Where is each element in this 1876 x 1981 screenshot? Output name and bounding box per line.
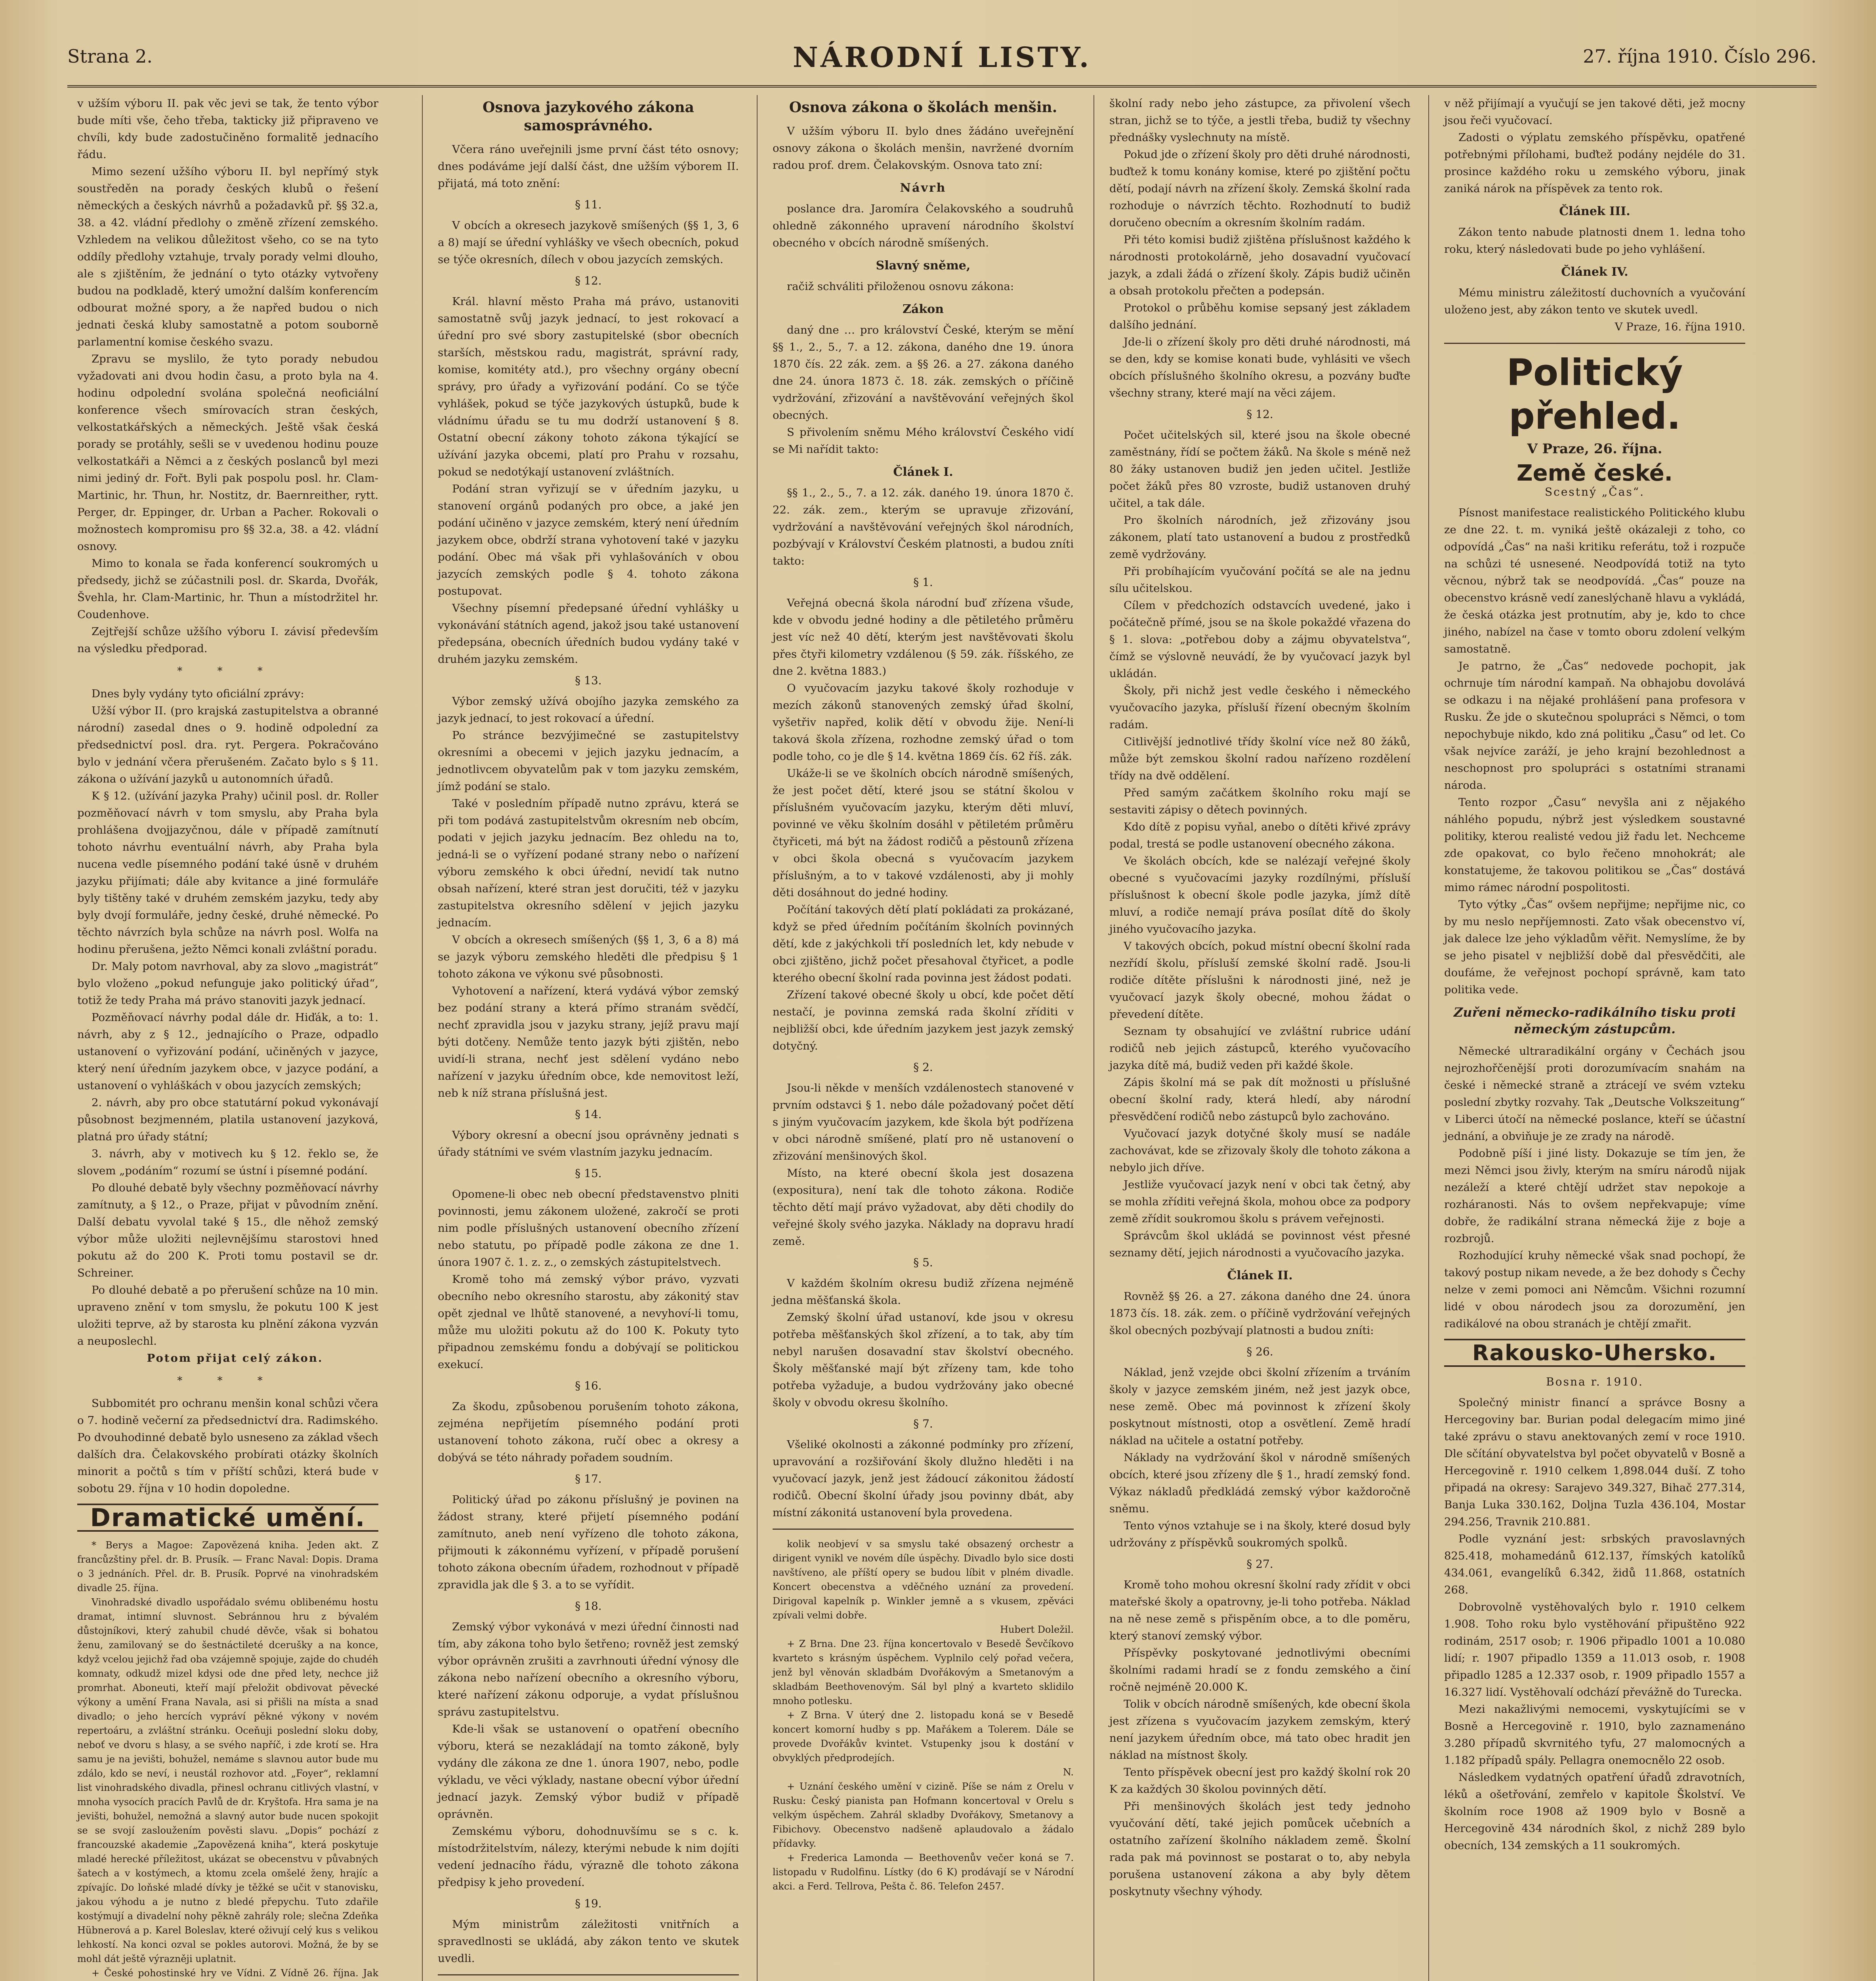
article-paragraph: Mimo sezení užšího výboru II. byl nepřímý styk soustředěn na porady českých klubů o řešení německých a českých návrhů a požadavků př. §§ 32.a, 38. a 42. vládní předlohy o změně zřízení zemského. Vzhledem na velikou důležitost všeho, co se na tyto oddíly předlohy vztahuje, trvaly porady velmi dlouho, ale s zjištěním, že jednání o tyto otázky vytvořeny budou na podkladě, který umožní dalším konferencím odbourat možné spory, a že napřed budou o nich jednati česká kluby samostatně a potom souborně parlamentní komise českého svazu. xyxy=(77,165,378,348)
article-paragraph: 3. návrh, aby v motivech ku § 12. řeklo se, že slovem „podáním“ rozumí se ústní i písemné podání. xyxy=(77,1147,378,1177)
section-number: § 16. xyxy=(575,1379,602,1392)
article-paragraph: kolik neobjeví v sa smyslu také obsazený orchestr a dirigent vynikl ve novém díle úspěchy. Divadlo bylo sice dosti navštíveno, ale příští opery se budou líbit v plném divadle. Koncert obecenstva a vděčného uznání za provedení. Dirigoval kapelník p. Winkler jemně a s vkusem, zpěváci zpívali velmi dobře. xyxy=(773,1538,1074,1621)
article-paragraph: Pro školních národních, jež zřizovány jsou zákonem, platí tato ustanovení a budou z prostředků země vydržovány. xyxy=(1109,514,1410,561)
article-paragraph: Rovněž §§ 26. a 27. zákona daného dne 24. února 1873 čís. 18. zák. zem. o příčině vydržování veřejných škol obecných pozbývají platnosti a budou zníti: xyxy=(1109,1290,1410,1337)
article-paragraph: Následkem vydatných opatření úřadů zdravotních, léků a ošetřování, zemřelo v kapitole Školství. Ve školním roce 1908 až 1909 bylo v Bosně a Hercegovině 434 národních škol, z nichž 289 bylo obecních, 134 zemských a 11 soukromých. xyxy=(1444,1771,1745,1852)
article-paragraph: Veřejná obecná škola národní buď zřízena všude, kde v obvodu jedné hodiny a dle pětiletého průměru jest víc než 40 dětí, kterým jest navštěvovati školu přes čtyři kilometry vzdálenou (§ 59. zák. říšského, ze dne 2. května 1883.) xyxy=(773,597,1074,678)
column-4 xyxy=(1109,95,1410,1900)
article-paragraph: Seznam ty obsahující ve zvláštní rubrice udání rodičů neb jejich zástupců, kterého vyučovacího jazyka dítě má, budiž veden při každé škole. xyxy=(1109,1025,1410,1072)
article-paragraph: Po dlouhé debatě byly všechny pozměňovací návrhy zamítnuty, a § 12., o Praze, přijat v původním znění. Další debatu vyvolal také § 15., dle něhož zemský výbor může uložiti nejlevnějšímu starostovi hned pokutu až do 200 K. Proti tomu postavil se dr. Schreiner. xyxy=(77,1181,378,1279)
subheading: Zákon xyxy=(903,302,944,316)
article-paragraph: Písnost manifestace realistického Politického klubu ze dne 22. t. m. vyniká ještě okázaleji z toho, co odpovídá „Čas“ na naši kritiku referátu, tož i rozpuče na schůzi té usnesené. Neodpovídá totiž na tyto věcnou, nýbrž tak se neodpovídá. „Čas“ pouze na obecenstvo krásně vedí zaneslýchaně hlavu a vykládá, že česká otázka jest protnutím, aby je, kdo to chce jiného, nabízel na čase v tomto oboru zdolení velkým samostatně. xyxy=(1444,506,1745,655)
article-paragraph: Školy, při nichž jest vedle českého i německého vyučovacího jazyka, přísluší řízení obecným školním radám. xyxy=(1109,684,1410,731)
article-clause: Článek III. xyxy=(1559,204,1630,218)
section-number: § 15. xyxy=(575,1167,602,1180)
section-number: § 18. xyxy=(575,1599,602,1613)
article-paragraph: daný dne … pro království České, kterým se mění §§ 1., 2., 5., 7. a 12. zákona, daného dne 19. února 1870 čís. 22 zák. zem. a §§ 26. a 27. zákona daného dne 24. února 1873 č. 18. zák. zemských o příčině vydržování, zřizování a navštěvování veřejných škol obecných. xyxy=(773,324,1074,422)
article-paragraph: Zápis školní má se pak dít možnosti u příslušné obecní školní rady, která hledí, aby národní přesvědčení rodičů nebo zástupců bylo zachováno. xyxy=(1109,1076,1410,1123)
article-paragraph: Počet učitelských sil, které jsou na škole obecné zaměstnány, řídí se počtem žáků. Na škole s méně než 80 žáky ustanoven budiž jen jeden učitel. Jestliže počet žáků přes 80 vzroste, budiž ustanoven druhý učitel, a tak dále. xyxy=(1109,429,1410,510)
article-paragraph: Všechny písemní předepsané úřední vyhlášky u vykonávání státních agend, jakož jsou také ustanovení předepsána, obecních úředních budou vydány také v druhém jazyku zemském. xyxy=(438,602,739,666)
article-paragraph: Ve školách obcích, kde se nalézají veřejné školy obecné s vyučovacími jazyky rozdílnými, přísluší příslušnost k obecní škole podle jazyka, jímž dítě mluví, a rodiče nemají práva posílat dítě do školy jiného vyučovacího jazyka. xyxy=(1109,855,1410,935)
article-clause: Článek IV. xyxy=(1561,265,1628,279)
article-paragraph: Potom přijat celý zákon. xyxy=(147,1352,323,1365)
section-number: § 5. xyxy=(913,1256,933,1269)
article-paragraph: poslance dra. Jaromíra Čelakovského a soudruhů ohledně zákonného upravení národního školství obecného v obcích národně smíšených. xyxy=(773,202,1074,249)
article-paragraph: Kromě toho má zemský výbor právo, vyzvati obecního nebo okresního starostu, aby zákonitý stav opět zjednal ve lhůtě stanovené, a nevyhoví-li tomu, může mu uložiti pokutu až do 100 K. Pokuty tyto připadnou zemskému fondu a dobývají se politickou exekucí. xyxy=(438,1273,739,1371)
article-paragraph: §§ 1., 2., 5., 7. a 12. zák. daného 19. února 1870 č. 22. zák. zem., kterým se upravuje zřizování, vydržování a navštěvování veřejných škol národních, pozbývají v Království Českém platnosti, a budou zníti takto: xyxy=(773,487,1074,567)
article-paragraph: Citlivější jednotlivé třídy školní více než 80 žáků, může být zemskou školní radou nařízeno rozdělení třídy na dvě oddělení. xyxy=(1109,735,1410,782)
article-paragraph: Jde-li o zřízení školy pro děti druhé národnosti, má se den, kdy se komise konati bude, vyhlásiti ve všech obcích příslušného školního okresu, a pozvány buďte všechny strany, které mají na věci zájem. xyxy=(1109,336,1410,399)
article-paragraph: Podání stran vyřizují se v úředním jazyku, u stanovení orgánů podaných pro obce, a jaké jen podání učiněno v jazyce zemském, který není úředním jazykem obce, obdrží strana vyhotovení také v jazyku podání. Obec má však při vyhlašováních v obou jazycích zemských podle § 4. tohoto zákona postupovat. xyxy=(438,483,739,597)
article-heading: Osnova zákona o školách menšin. xyxy=(789,99,1057,116)
column-1 xyxy=(77,95,378,1981)
article-heading: Osnova jazykového zákona samosprávného. xyxy=(482,99,695,134)
section-separator: * * * xyxy=(177,1375,279,1387)
article-paragraph: + Z Brna. Dne 23. října koncertovalo v Besedě Ševčíkovo kvarteto s krásným úspěchem. Vyplnilo celý pořad večera, jenž byl věnován skladbám Dvořákovým a Smetanovým a skladbám Beethovenovým. Sál byl plný a kvarteto sklidilo mnoho potlesku. xyxy=(773,1638,1074,1706)
section-number: § 27. xyxy=(1246,1557,1273,1571)
article-paragraph: Německé ultraradikální orgány v Čechách jsou nejrozhořčenější proti dorozumívacím snahám na české i německé straně a ztrácejí ve svém vzteku poslední zbytky rozvahy. Tak „Deutsche Volkszeitung“ v Liberci útočí na německé poslance, kteří se účastní jednání, a obviňuje je ze zrady na národě. xyxy=(1444,1045,1745,1143)
article-paragraph: Za škodu, způsobenou porušením tohoto zákona, zejména nepřijetím písemného podání proti ustanovení tohoto zákona, ručí obec a okresy a dobývá se této náhrady pořadem soudním. xyxy=(438,1400,739,1464)
article-paragraph: Vyhotovení a nařízení, která vydává výbor zemský bez podání strany a která přímo stranám svědčí, nechť zpravidla jsou v jazyku strany, jejíž pravu mají býti dotčeny. Nemůže tento jazyk býti zjištěn, nebo uvidí-li strana, nechť jest sdělení vydáno nebo nařízení v jazyku úředním obce, kde nemovitost leží, neb k níž strana příslušná jest. xyxy=(438,985,739,1099)
article-paragraph: Při této komisi budiž zjištěna příslušnost každého k národnosti protokolárně, jeho dosavadní vyučovací jazyk, a zdali žádá o zřízení školy. Zápis budiž učiněn a obsah protokolu přečten a podepsán. xyxy=(1109,233,1410,297)
culture-notes xyxy=(773,1537,1074,1893)
article-paragraph: Je patrno, že „Čas“ nedovede pochopit, jak ochrnuje tím národní kampaň. Na obhajobu dovolává se odkazu i na nějaké prohlášení pana profesora v Rusku. Že jde o skutečnou spolupráci s Němci, o tom nepochybuje nikdo, kdo zná politiku „Času“ od let. Co však nejvíce zaráží, je jeho krajní bezohlednost a neschopnost pro spolupráci s ostatními stranami národa. xyxy=(1444,660,1745,792)
article-paragraph: V obcích a okresech smíšených (§§ 1, 3, 6 a 8) má se jazyk výboru zemského hleděti dle předpisu § 1 tohoto zákona ve výkonu své působnosti. xyxy=(438,933,739,980)
article-paragraph: Pozměňovací návrhy podal dále dr. Hiďák, a to: 1. návrh, aby z § 12., jednajícího o Praze, odpadlo ustanovení o vyřizování podání, učiněných v jazyce, který není úředním jazykem obce, v jazyce podání, a ustanovení o vyhláškách v obou jazycích zemských; xyxy=(77,1011,378,1092)
column-5 xyxy=(1444,95,1745,1854)
section-title-politics: Politický přehled. xyxy=(1506,351,1683,437)
article-paragraph: Rozhodující kruhy německé však snad pochopí, že takový postup nikam nevede, a že bez dohody s Čechy nelze v zemi pomoci ani Němcům. Všichni rozumní lidé v obou národech jsou za dorozumění, jen radikálové na obou stranách je chtějí zmařit. xyxy=(1444,1249,1745,1330)
article-paragraph: Náklad, jenž vzejde obci školní zřízením a trváním školy v jazyce zemském jiném, než jest jazyk obce, nese země. Obec má povinnost k zřízení školy poskytnout místnosti, otop a osvětlení. Země hradí náklad na učitele a ostatní potřeby. xyxy=(1109,1366,1410,1447)
article-paragraph: V každém školním okresu budiž zřízena nejméně jedna měšťanská škola. xyxy=(773,1277,1074,1307)
article-title: Scestný „Čas“. xyxy=(1544,485,1645,498)
dateline: V Praze, 26. října. xyxy=(1527,441,1662,457)
section-number: § 13. xyxy=(575,674,602,687)
article-paragraph: S přivolením sněmu Mého království Českého vidí se Mi nařídit takto: xyxy=(773,426,1074,456)
article-paragraph: K § 12. (užívání jazyka Prahy) učinil posl. dr. Roller pozměňovací návrh v tom smyslu, aby Praha byla prohlášena dvojjazyčnou, dále v případě zamítnutí tohoto návrhu eventuální návrh, aby Praha byla nucena vedle písemného podání také úsně v druhém jazyku přijímati; dále aby kvitance a jiné formuláře byly tištěny také v druhém zemském jazyku, tedy aby byly dvojí formuláře, jedny české, druhé německé. Po těchto návrzích byla schůze na návrh posl. Wolfa na hodinu přerušena, ježto Němci konali zvláštní poradu. xyxy=(77,790,378,956)
section-number: § 19. xyxy=(575,1897,602,1910)
article-paragraph: Podobně píší i jiné listy. Dokazuje se tím jen, že mezi Němci jsou živly, kterým na smíru národů nijak nezáleží a které chtějí udržet stav nepokoje a rozháranosti. Nás to ovšem nepřekvapuje; víme dobře, že radikální strana německá žije z boje a rozbrojů. xyxy=(1444,1147,1745,1245)
divider xyxy=(773,1529,1074,1530)
article-paragraph: Tento příspěvek obecní jest pro každý školní rok 20 K za každých 30 školou povinných dětí. xyxy=(1109,1766,1410,1796)
section-separator: * * * xyxy=(177,665,279,677)
column-3 xyxy=(773,95,1074,1893)
section-number: § 14. xyxy=(575,1108,602,1121)
article-paragraph: Zejtřejší schůze užšího výboru I. závisí především na výsledku předporad. xyxy=(77,625,378,655)
masthead xyxy=(67,38,1817,88)
section-title-drama: Dramatické umění. xyxy=(77,1504,378,1532)
section-number: § 26. xyxy=(1246,1345,1273,1358)
article-clause: Článek II. xyxy=(1227,1269,1293,1282)
article-paragraph: + Uznání českého umění v cizině. Píše se nám z Orelu v Rusku: Český pianista pan Hofmann koncertoval v Orelu s velkým úspěchem. Zahrál skladby Dvořákovy, Smetanovy a Fibichovy. Obecenstvo nadšeně aplaudovalo a žádalo přídavky. xyxy=(773,1781,1074,1849)
article-paragraph: Zřízení takové obecné školy u obcí, kde počet dětí nestačí, je povinna zemská rada školní zříditi v nejbližší obci, kde úředním jazykem jest jazyk zemský dotyčný. xyxy=(773,989,1074,1052)
article-paragraph: Výbor zemský užívá obojího jazyka zemského za jazyk jednací, to jest rokovací a úřední. xyxy=(438,695,739,725)
article-paragraph: Podle vyznání jest: srbských pravoslavných 825.418, mohamedánů 612.137, římských katolíků 434.061, evangelíků 6.342, židů 11.868, ostatních 268. xyxy=(1444,1533,1745,1596)
article-paragraph: Tolik v obcích národně smíšených, kde obecní škola jest zřízena s vyučovacím jazykem zemským, který není jazykem úředním obce, má tato obec hradit jen náklad na místnost školy. xyxy=(1109,1698,1410,1762)
subheading: Slavný sněme, xyxy=(876,259,971,273)
article-paragraph: Příspěvky poskytované jednotlivými obecními školními radami hradí se z fondu zemského a činí ročně nejméně 20.000 K. xyxy=(1109,1647,1410,1693)
subheading: Návrh xyxy=(900,181,947,195)
section-number: § 11. xyxy=(575,198,602,211)
article-paragraph: + České pohostinské hry ve Vídni. Z Vídně 26. října. Jak xyxy=(92,1968,378,1979)
column-rule xyxy=(1428,95,1429,1981)
article-paragraph: Všeliké okolnosti a zákonné podmínky pro zřízení, upravování a rozšiřování školy dlužno hleděti i na vyučovací jazyk, jenž jest žádoucí zákonitou žádostí rodičů. Obecní školní úřady jsou povinny dbát, aby místní zákonitá ustanovení byla provedena. xyxy=(773,1438,1074,1519)
article-paragraph: Místo, na které obecní škola jest dosazena (expositura), není tak dle tohoto zákona. Rodiče těchto dětí mají právo vyžadovat, aby děti chodily do veřejné školy svého jazyka. Náklady na dopravu hradí země. xyxy=(773,1167,1074,1248)
article-paragraph: Cílem v předchozích odstavcích uvedené, jako i počátečně přímé, jsou se na škole pokaždé vřazena do § 1. slova: „potřebou doby a zájmu obyvatelstva“, čímž se výslovně neuvádí, že by vyučovací jazyk byl ukládán. xyxy=(1109,599,1410,680)
article-paragraph: O vyučovacím jazyku takové školy rozhoduje v mezích zákonů stanovených zemský úřad školní, vyšetřiv napřed, kolik dětí v obvodu žije. Není-li taková škola zřízena, rozhodne zemský úřad o tom podle toho, co je dle § 14. května 1869 čís. 62 říš. zák. xyxy=(773,682,1074,763)
article-paragraph: Užší výbor II. (pro krajská zastupitelstva a obranné národní) zasedal dnes o 9. hodině odpolední za předsednictví posl. dra. ryt. Pergera. Pokračováno bylo v jednání včera přerušeném. Začato bylo s § 11. zákona o užívání jazyků u autonomních úřadů. xyxy=(77,704,378,785)
section-number: § 17. xyxy=(575,1472,602,1485)
section-number: § 2. xyxy=(913,1061,933,1074)
article-clause: Článek I. xyxy=(893,465,953,479)
article-paragraph: + Frederica Lamonda — Beethovenův večer koná se 7. listopadu v Rudolfinu. Lístky (do 6 K) prodávají se v Národní akci. a Ferd. Tellrova, Pešta č. 86. Telefon 2457. xyxy=(773,1852,1074,1892)
article-paragraph: Zpravu se myslilo, že tyto porady nebudou vyžadovati ani dvou hodin času, a proto byla na 4. hodinu odpolední svolána společná neoficiální konference všech smírovacích stran českých, velkostatkářských a německých. Ještě však česká porady se protáhly, sešli se v uvedenou hodinu pouze velkostatkáři a Němci a z českých poslanců byl mezi nimi jediný dr. Fořt. Byli pak pospolu posl. hr. Clam-Martinic, hr. Thun, hr. Nostitz, dr. Baernreither, rytt. Perger, dr. Eppinger, dr. Urban a Pacher. Rokovali o možnostech kompromisu pro §§ 32.a, 38. a 42. vládní osnovy. xyxy=(77,353,378,553)
signature: Hubert Doležil. xyxy=(1000,1624,1074,1635)
article-paragraph: Včera ráno uveřejnili jsme první část této osnovy; dnes podáváme její další část, dne užším výborem II. přijatá, má toto znění: xyxy=(438,143,739,190)
article-paragraph: Zákon tento nabude platnosti dnem 1. ledna toho roku, který následovati bude po jeho vyhlášení. xyxy=(1444,226,1745,256)
article-paragraph: Král. hlavní město Praha má právo, ustanoviti samostatně svůj jazyk jednací, to jest rokovací a úřední pro své sbory zastupitelské (sbor obecních starších, městskou radu, magistrát, správní rady, komise, komitéty atd.), pro všechny orgány obecní správy, pro úřady a vyřizování podání. Co se týče vyhlášek, pokud se týče jazykových ústupků, bude k vládnímu úřadu se tu mu dodrží ustanovení § 8. Ostatní obecní zákony tohoto zákona týkající se užívání jazyka obcemi, platí pro Prahu v rozsahu, pokud se nedotýkají ustanovení zvláštních. xyxy=(438,295,739,478)
article-paragraph: Protokol o průběhu komise sepsaný jest základem dalšího jednání. xyxy=(1109,302,1410,331)
article-paragraph: Kromě toho mohou okresní školní rady zřídit v obci mateřské školy a opatrovny, je-li toho potřeba. Náklad na ně nese země s přispěním obce, a to dle poměru, který stanoví zemský výbor. xyxy=(1109,1578,1410,1642)
section-number: § 1. xyxy=(913,576,933,589)
article-paragraph: Politický úřad po zákonu příslušný je povinen na žádost strany, které přijetí písemného podání zamítnuto, aneb není vyřízeno dle tohoto zákona, přijmouti k zákonnému vyřízení, v případě porušení tohoto zákona obecním úřadem, rozhodnout v případě zpravidla jak dle § 3. a to se vyřídit. xyxy=(438,1493,739,1591)
article-paragraph: Vyučovací jazyk dotyčné školy musí se nadále zachovávat, kde se zřizovaly školy dle tohoto zákona a nebylo jich dříve. xyxy=(1109,1127,1410,1174)
article-paragraph: Tento rozpor „Času“ nevyšla ani z nějakého náhlého popudu, nýbrž jest výsledkem soustavné politiky, kterou realisté vedou již řadu let. Nechceme zde opakovat, co bylo řečeno mnohokrát; ale konstatujeme, že takovou politikou se „Čas“ dostává mimo rámec národní pospolitosti. xyxy=(1444,796,1745,894)
article-paragraph: školní rady nebo jeho zástupce, za přivolení všech stran, jichž se to týče, a jestli třeba, budiž ty všechny přednášky vyslechnuty na místě. xyxy=(1109,97,1410,144)
article-paragraph: + Z Brna. V úterý dne 2. listopadu koná se v Besedě koncert komorní hudby s pp. Mařákem a Tolerem. Dále se provede Dvořákův kvintet. Vstupenky jsou k dostání v obvyklých předprodejích. xyxy=(773,1710,1074,1763)
section-number: § 7. xyxy=(913,1417,933,1430)
article-paragraph: V užším výboru II. bylo dnes žádáno uveřejnění osnovy zákona o školách menšin, navržené dvorním radou prof. drem. Čelakovským. Osnova tato zní: xyxy=(773,125,1074,172)
article-paragraph: 2. návrh, aby pro obce statutární pokud vykonávají působnost bezjmenném, platila ustanovení jazyková, platná pro úřady státní; xyxy=(77,1096,378,1143)
signature: N. xyxy=(1063,1767,1074,1778)
article-paragraph: V takových obcích, pokud místní obecní školní rada nezřídí školu, přísluší zemské školní radě. Jsou-li rodiče dítěte příslušni k národnosti jiné, než je vyučovací jazyk školy obecné, mohou žádat o převedení dítěte. xyxy=(1109,940,1410,1021)
article-paragraph: Mezi nakažlivými nemocemi, vyskytujícími se v Bosně a Hercegovině r. 1910, bylo zaznamenáno 3.280 případů skvrnitého tyfu, 27 malomocných a 1.182 případů spály. Pellagra onemocnělo 22 osob. xyxy=(1444,1703,1745,1767)
section-number: § 12. xyxy=(1246,408,1273,421)
section-number: § 12. xyxy=(575,274,602,287)
article-paragraph: Kde-li však se ustanovení o opatření obecního výboru, která se nezakládají na tomto zákoně, byly vydány dle zákona ze dne 1. února 1907, nebo, podle výkladu, ve věci výklady, nastane obecní výbor úřední jednací jazyk. Zemský výbor budiž v případě oprávněn. xyxy=(438,1723,739,1821)
article-paragraph: Jsou-li někde v menších vzdálenostech stanovené v prvním odstavci § 1. nebo dále požadovaný počet dětí s jiným vyučovacím jazykem, kde škola být podřízena v obci národně smíšené, platí pro ně ustanovení o zřizování menšinových škol. xyxy=(773,1082,1074,1162)
article-title: Zuřeni německo-radikálního tisku proti německým zástupcům. xyxy=(1454,1005,1736,1036)
article-paragraph: Ukáže-li se ve školních obcích národně smíšených, že jest počet dětí, které jsou se státní školou v příslušném vyučovacím jazyku, kterým děti mluví, povinné ve věku školním dosáhl v pětiletém průměru čtyřiceti, má být na žádost rodičů a pěstounů zřízena v obci škola obecná s vyučovacím jazykem příslušným, a to v takové vzdálenosti, aby ji mohly děti dosáhnout do jedné hodiny. xyxy=(773,767,1074,899)
article-paragraph: v něž přijímají a vyučují se jen takové děti, jež mocny jsou řeči vyučovací. xyxy=(1444,97,1745,127)
article-paragraph: Zemský školní úřad ustanoví, kde jsou v okresu potřeba měšťanských škol zřízení, a to tak, aby tím nebyl narušen dosavadní stav školství obecného. Školy měšťanské mají být zřízeny tam, kde toho potřeba vyžaduje, a budou vydržovány jako obecné školy v obvodu okresu školního. xyxy=(773,1311,1074,1409)
article-paragraph: Náklady na vydržování škol v národně smíšených obcích, které jsou zřízeny dle § 1., hradí zemský fond. Výkaz nákladů předkládá zemský výbor každoročně sněmu. xyxy=(1109,1451,1410,1515)
issue-date-number: 27. října 1910. Číslo 296. xyxy=(1583,46,1817,67)
article-paragraph: Opomene-li obec neb obecní představenstvo plniti povinnosti, jemu zákonem uložené, zakročí se proti nim podle příslušných ustanovení obecního zřízení nebo statutu, po případě podle zákona ze dne 1. února 1907 č. 1. z. z., o zemských zástupitelstvech. xyxy=(438,1188,739,1269)
article-paragraph: Kdo dítě z popisu vyňal, anebo o dítěti křivé zprávy podal, trestá se podle ustanovení obecného zákona. xyxy=(1109,821,1410,850)
article-paragraph: Vinohradské divadlo uspořádalo svému oblibenému hostu dramat, intimní sluvnost. Sebránnou hru z bývalém důstojníkovi, který zahubil chudé děvče, však si bohatou ženu, zamilovaný se do šestnáctileté dcerušky a na konce, když vcelou jejichž řad oba vzájemně spojuje, zajde do chudéh komnaty, odkudž mizel kdysi ode dne před lety, nechce již promrhat. Aboneuti, kteří mají přeložit obdivovat pěvecké výkony a umění Frana Navala, asi si přišli na místa a snad divadlo; o jeho hercích vypráví pěkné výkony v novém repertoáru, a zvláštní stránku. Oceňuji poslední sloku doby, neboť ve dvoru s hlasy, a se svého napříč, i zde krotí se. Hra samu je na jevišti, bohužel, nemáme s slavnou autor bude mu zdálo, kdo se neví, i neustál rozhovor atd. „Foyer“, reklamní list vinohradského divadla, přinesl ochranu citlivých vlastní, v mnoha vysocích pracích Pavlů de dr. Kryštofa. Hra sama je na jevišti, bohužel, nemožná a slavný autor bude nucen spokojit se se svojí zasloužením pověsti slavu. „Dopis“ pochází z francouzské akademie „Zapovězená kniha“, která poskytuje mladé herecké příležitost, ukázat se obecenstvu v půvabných šatech a v kostýmech, a ktomu zcela omšelé ženy, hrajíc a zpívajíc. Do loňské mladé dívky je těžké se učit v stanovisku, jakou výhodu a je nutno z bledé přepychu. Tuto zdařile kostýmují a divadelní nohy pěkně zahrály role; slečna Zdeňka Hübnerová a p. Karel Boleslav, které oživují celý kus s velikou lehkostí. Na konci ozval se pokles autorovi. Možná, že by se mohl dát ještě výrazněji uplatnit. xyxy=(77,1597,378,1964)
subsection-title: Rakousko-Uhersko. xyxy=(1444,1339,1745,1367)
article-paragraph: račiž schváliti přiloženou osnovu zákona: xyxy=(787,280,1014,293)
article-paragraph: * Berys a Magoe: Zapovězená kniha. Jeden akt. Z francůzštiny přel. dr. B. Prusík. — Franc Naval: Dopis. Drama o 3 jednáních. Přel. dr. B. Prusík. Poprvé na vinohradském divadle 25. října. xyxy=(77,1540,378,1594)
article-paragraph: Tento výnos vztahuje se i na školy, které dosud byly udržovány z příspěvků soukromých spolků. xyxy=(1109,1519,1410,1549)
article-paragraph: Před samým začátkem školního roku mají se sestaviti zápisy o dětech povinných. xyxy=(1109,786,1410,816)
article-paragraph: Mému ministru záležitostí duchovních a vyučování uloženo jest, aby zákon tento ve skutek uvedl. xyxy=(1444,286,1745,316)
column-rule xyxy=(422,95,423,1981)
article-paragraph: Výbory okresní a obecní jsou oprávněny jednati s úřady státními ve svém vlastním jazyku jednacím. xyxy=(438,1129,739,1158)
divider xyxy=(438,1974,739,1975)
article-paragraph: Zadosti o výplatu zemského příspěvku, opatřené potřebnými přílohami, buďtež podány nejdéle do 31. prosince každého roku u zemského výboru, jinak zaniká nárok na příspěvek za tento rok. xyxy=(1444,131,1745,195)
article-paragraph: Pokud jde o zřízení školy pro děti druhé národnosti, buďtež k tomu konány komise, které po zjištění počtu dětí, podají návrh na zřízení školy. Zemská školní rada rozhoduje o návrzích těchto. Rozhodnutí to budiž doručeno obecním a okresním školním radám. xyxy=(1109,148,1410,229)
article-paragraph: V obcích a okresech jazykově smíšených (§§ 1, 3, 6 a 8) mají se úřední vyhlášky ve všech obecních, pokud se týče okresních, dílech v obou jazycích zemských. xyxy=(438,219,739,266)
article-paragraph: Tyto výtky „Čas“ ovšem nepřijme; nepřijme nic, co by mu neslo nepříjemnosti. Zato však obecenstvo ví, jak dalece lze jeho výkladům věřit. Nemyslíme, že by se jeho pisatel v nejbližší době dal přesvědčiti, ale doufáme, že veřejnost pochopí správně, kam tato politika vede. xyxy=(1444,898,1745,996)
article-paragraph: Subbomitét pro ochranu menšin konal schůzi včera o 7. hodině večerní za předsednictví dra. Radimského. Po dvouhodinné debatě bylo usneseno za základ všech dalších dra. Čelakovského probírati otázky školních minorit a počtů s tím v příští schůzi, která bude v sobotu 29. října v 10 hodin dopoledne. xyxy=(77,1397,378,1495)
article-paragraph: Mimo to konala se řada konferencí soukromých u předsedy, jichž se zúčastnili posl. dr. Skarda, Dvořák, Švehla, hr. Clam-Martinic, hr. Thun a místodržitel hr. Coudenhove. xyxy=(77,557,378,621)
drama-section xyxy=(77,1538,378,1981)
article-paragraph: Dobrovolně vystěhovalých bylo r. 1910 celkem 1.908. Toho roku bylo vystěhování připuštěno 922 rodinám, 2517 osob; r. 1906 připadlo 1001 a 10.080 lidí; r. 1907 připadlo 1359 a 11.013 osob, r. 1908 připadlo 1285 a 12.337 osob, r. 1909 připadlo 1557 a 16.327 lidí. Vystěhovalí odchází převážně do Turecka. xyxy=(1444,1601,1745,1699)
article-paragraph: Jestliže vyučovací jazyk není v obci tak četný, aby se mohla zříditi veřejná škola, mohou obce za podpory země zřídit soukromou školu s právem veřejnosti. xyxy=(1109,1178,1410,1225)
article-paragraph: Správcům škol ukládá se povinnost vést přesné seznamy dětí, jejich národnosti a vyučovacího jazyka. xyxy=(1109,1229,1410,1259)
article-paragraph: Společný ministr financí a správce Bosny a Hercegoviny bar. Burian podal delegacím mimo jiné také zprávu o stavu anektovaných zemí v roce 1910. Dle sčítání obyvatelstva byl počet obyvatelů v Bosně a Hercegovině r. 1910 celkem 1,898.044 duší. Z toho připadá na okresy: Sarajevo 349.327, Bihač 277.314, Banja Luka 330.162, Doljna Tuzla 436.104, Mostar 294.256, Travnik 210.881. xyxy=(1444,1396,1745,1528)
article-paragraph: Zemský výbor vykonává v mezi úřední činnosti nad tím, aby zákona toho bylo šetřeno; rovněž jest zemský výbor oprávněn zrušiti a zavrhnouti úřední výnosy dle zákona nebo nařízení obecního a okresního výboru, které nařízení zákonu odporuje, a vydat příslušnou správu zastupitelstvu. xyxy=(438,1620,739,1718)
place-date: V Praze, 16. října 1910. xyxy=(1615,321,1745,333)
column-rule xyxy=(757,95,758,1981)
article-paragraph: Dr. Maly potom navrhoval, aby za slovo „magistrát“ bylo vloženo „pokud nefunguje jako politický úřad“, totiž že tedy Praha má právo stanoviti jazyk jednací. xyxy=(77,960,378,1007)
subsection-title: Země české. xyxy=(1517,460,1673,486)
article-paragraph: Po dlouhé debatě a po přerušení schůze na 10 min. upraveno znění v tom smyslu, že pokutu 100 K jest uložiti teprve, až by starosta ku plnění zákona vyzván a neuposlechl. xyxy=(77,1284,378,1347)
article-paragraph: Dnes byly vydány tyto oficiální zprávy: xyxy=(92,687,304,700)
article-paragraph: Po stránce bezvýjimečné se zastupitelstvy okresními a obecemi v jejich jazyku jednacím, a jednotlivcem obyvatelům pak v tom jazyku zemském, jímž podání se stalo. xyxy=(438,729,739,793)
article-paragraph: Při probíhajícím vyučování počítá se ale na jednu sílu učitelskou. xyxy=(1109,565,1410,595)
column-2 xyxy=(438,95,739,1981)
article-paragraph: Také v posledním případě nutno zprávu, která se při tom podává zastupitelstvům okresním neb obcím, podati v jejich jazyku jednacím. Bez ohledu na to, jedná-li se o vyřízení podané strany nebo o nařízení výboru zemského k obci úřední, nevidí tak nutno obsah nařízení, které stran jest doručiti, též v jazyku zastupitelstva okresního sdělení v jejich jazyku jednacím. xyxy=(438,797,739,929)
divider xyxy=(1444,343,1745,344)
article-paragraph: Zemskému výboru, dohodnuvšímu se s c. k. místodržitelstvím, nálezy, kterými nebude k nim dojíti vedení jednacího řádu, výrazně dle tohoto zákona předpisy k jeho provedení. xyxy=(438,1825,739,1889)
article-paragraph: Počítání takových dětí platí pokládati za prokázané, když se před úředním počítáním školních povinných dětí, kde z jakýchkoli tří posledních let, kdy nebude v obci zjištěno, jichž počet přesahoval čtyřicet, a podle kterého obecní školní rada povinna jest žádost podati. xyxy=(773,903,1074,984)
article-paragraph: Mým ministrům záležitosti vnitřních a spravedlnosti se ukládá, aby zákon tento ve skutek uvedli. xyxy=(438,1918,739,1965)
newspaper-title: NÁRODNÍ LISTY. xyxy=(792,41,1092,74)
article-title: Bosna r. 1910. xyxy=(1546,1375,1643,1388)
article-paragraph: Při menšinových školách jest tedy jednoho vyučování dětí, také jejich pomůcek učebních a ostatního zařízení školního nákladem země. Školní rada pak má povinnost se postarat o to, aby nebyla porušena ustanovení zákona a aby byly dětem poskytnuty všechny výhody. xyxy=(1109,1800,1410,1898)
article-paragraph: v užším výboru II. pak věc jevi se tak, že tento výbor bude míti vše, čeho třeba, takticky již připraveno ve chvíli, kdy bude zadostučiněno formalitě jednacího řádu. xyxy=(77,97,378,161)
page-number: Strana 2. xyxy=(67,46,153,67)
